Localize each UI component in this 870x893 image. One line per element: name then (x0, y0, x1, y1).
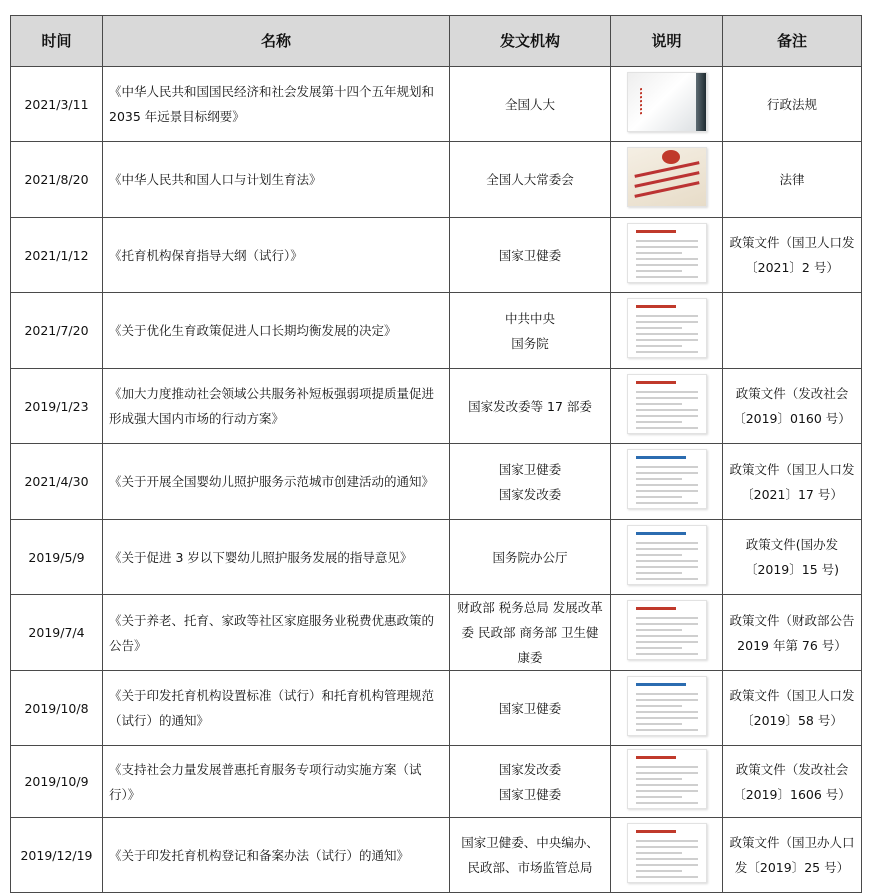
doc-text-line (636, 327, 682, 329)
doc-text-line (636, 403, 682, 405)
book-cover-thumbnail (627, 72, 707, 132)
row-name: 《关于养老、托育、家政等社区家庭服务业税费优惠政策的公告》 (103, 595, 450, 671)
row-date: 2021/1/12 (11, 218, 103, 293)
document-thumbnail (627, 600, 707, 660)
doc-text-line (636, 629, 682, 631)
doc-text-line (636, 427, 698, 429)
org-line: 全国人大 (504, 96, 555, 112)
doc-text-line (636, 415, 698, 417)
law-book-thumbnail (627, 147, 707, 207)
row-note: 法律 (723, 142, 862, 218)
org-line: 国家卫健委 (498, 786, 562, 802)
doc-text-line (636, 711, 698, 713)
doc-text-line (636, 641, 698, 643)
row-org (450, 671, 611, 746)
doc-text-line (636, 276, 698, 278)
table-row (11, 369, 862, 444)
doc-text-line (636, 864, 698, 866)
doc-text-line (636, 478, 682, 480)
row-date: 2021/3/11 (11, 67, 103, 142)
doc-text-line (636, 333, 698, 335)
row-note: 政策文件（国卫人口发〔2019〕58 号） (723, 671, 862, 746)
row-note (723, 293, 862, 369)
row-note: 政策文件（发改社会〔2019〕0160 号） (723, 369, 862, 444)
row-date: 2019/12/19 (11, 818, 103, 893)
header-name: 名称 (103, 16, 450, 67)
table-row (11, 444, 862, 520)
doc-text-line (636, 472, 698, 474)
table-row (11, 67, 862, 142)
doc-text-line (636, 560, 698, 562)
webpage-thumbnail (627, 525, 707, 585)
row-org (450, 520, 611, 595)
row-date: 2019/5/9 (11, 520, 103, 595)
doc-text-line (636, 496, 682, 498)
doc-text-line (636, 264, 698, 266)
table-row (11, 142, 862, 218)
document-thumbnail (627, 823, 707, 883)
row-note: 政策文件（发改社会〔2019〕1606 号） (723, 746, 862, 818)
row-thumbnail (611, 369, 723, 444)
doc-header-bar (636, 756, 676, 759)
doc-text-line (636, 566, 698, 568)
row-org (450, 818, 611, 893)
row-note: 政策文件（国卫办人口发〔2019〕25 号） (723, 818, 862, 893)
doc-text-line (636, 653, 698, 655)
doc-text-line (636, 778, 682, 780)
doc-text-line (636, 548, 698, 550)
doc-header-bar (636, 607, 676, 610)
doc-text-line (636, 258, 698, 260)
doc-text-line (636, 772, 698, 774)
doc-text-line (636, 484, 698, 486)
doc-text-line (636, 729, 698, 731)
row-org (450, 746, 611, 818)
book-title-mark (640, 81, 678, 114)
doc-header-bar (636, 683, 686, 686)
doc-text-line (636, 578, 698, 580)
table-row (11, 671, 862, 746)
org-line: 国家发改委 (498, 486, 562, 502)
row-date: 2019/1/23 (11, 369, 103, 444)
org-line: 国家发改委等 17 部委 (468, 398, 592, 414)
row-thumbnail (611, 218, 723, 293)
header-time: 时间 (11, 16, 103, 67)
doc-text-line (636, 784, 698, 786)
row-date: 2019/10/8 (11, 671, 103, 746)
row-name: 《关于促进 3 岁以下婴幼儿照护服务发展的指导意见》 (103, 520, 450, 595)
doc-header-bar (636, 456, 686, 459)
table-row (11, 520, 862, 595)
doc-text-line (636, 542, 698, 544)
row-thumbnail (611, 293, 723, 369)
row-thumbnail (611, 142, 723, 218)
row-org (450, 142, 611, 218)
doc-text-line (636, 635, 698, 637)
row-org (450, 218, 611, 293)
doc-text-line (636, 766, 698, 768)
org-line: 全国人大常委会 (486, 172, 574, 187)
org-line: 中共中央 (504, 310, 555, 326)
row-note: 政策文件（财政部公告 2019 年第 76 号） (723, 595, 862, 671)
doc-text-line (636, 723, 682, 725)
doc-text-line (636, 846, 698, 848)
doc-text-line (636, 852, 682, 854)
doc-text-line (636, 840, 698, 842)
row-thumbnail (611, 444, 723, 520)
row-thumbnail (611, 67, 723, 142)
doc-text-line (636, 466, 698, 468)
row-name: 《关于印发托育机构登记和备案办法（试行）的通知》 (103, 818, 450, 893)
row-name: 《关于优化生育政策促进人口长期均衡发展的决定》 (103, 293, 450, 369)
header-note: 备注 (723, 16, 862, 67)
table-row (11, 595, 862, 671)
org-line: 财政部 税务总局 发展改革委 民政部 商务部 卫生健康委 (457, 600, 603, 665)
header-desc: 说明 (611, 16, 723, 67)
row-name: 《托育机构保育指导大纲（试行）》 (103, 218, 450, 293)
doc-text-line (636, 351, 698, 353)
doc-text-line (636, 252, 682, 254)
doc-header-bar (636, 532, 686, 535)
emblem-icon (662, 150, 680, 164)
table-row (11, 218, 862, 293)
doc-text-line (636, 246, 698, 248)
doc-text-line (636, 693, 698, 695)
doc-text-line (636, 240, 698, 242)
table-row (11, 818, 862, 893)
document-thumbnail (627, 298, 707, 358)
org-line: 国务院 (511, 335, 549, 351)
doc-text-line (636, 572, 682, 574)
webpage-thumbnail (627, 676, 707, 736)
row-note: 行政法规 (723, 67, 862, 142)
row-name: 《关于开展全国婴幼儿照护服务示范城市创建活动的通知》 (103, 444, 450, 520)
row-name: 《中华人民共和国国民经济和社会发展第十四个五年规划和 2035 年远景目标纲要》 (103, 67, 450, 142)
doc-text-line (636, 790, 698, 792)
doc-text-line (636, 391, 698, 393)
row-thumbnail (611, 818, 723, 893)
row-date: 2019/7/4 (11, 595, 103, 671)
row-note: 政策文件（国卫人口发〔2021〕17 号） (723, 444, 862, 520)
row-note: 政策文件(国办发〔2019〕15 号) (723, 520, 862, 595)
table-row (11, 293, 862, 369)
row-date: 2021/7/20 (11, 293, 103, 369)
header-org: 发文机构 (450, 16, 611, 67)
row-thumbnail (611, 671, 723, 746)
doc-text-line (636, 705, 682, 707)
doc-text-line (636, 490, 698, 492)
row-org (450, 67, 611, 142)
doc-text-line (636, 270, 682, 272)
doc-header-bar (636, 830, 676, 833)
row-date: 2021/8/20 (11, 142, 103, 218)
header-row (11, 16, 862, 67)
doc-text-line (636, 409, 698, 411)
doc-text-line (636, 617, 698, 619)
document-thumbnail (627, 374, 707, 434)
row-org (450, 369, 611, 444)
doc-text-line (636, 796, 682, 798)
doc-text-line (636, 717, 698, 719)
org-line: 国家卫健委 (498, 247, 562, 263)
row-note: 政策文件（国卫人口发〔2021〕2 号） (723, 218, 862, 293)
doc-text-line (636, 339, 698, 341)
policy-table (10, 15, 862, 893)
row-org (450, 444, 611, 520)
document-thumbnail (627, 223, 707, 283)
doc-text-line (636, 647, 682, 649)
table-row (11, 746, 862, 818)
doc-header-bar (636, 305, 676, 308)
document-thumbnail (627, 749, 707, 809)
org-line: 国务院办公厅 (492, 549, 568, 565)
webpage-thumbnail (627, 449, 707, 509)
row-thumbnail (611, 595, 723, 671)
row-name: 《支持社会力量发展普惠托育服务专项行动实施方案（试行）》 (103, 746, 450, 818)
doc-header-bar (636, 230, 676, 233)
org-line: 国家卫健委、中央编办、民政部、市场监管总局 (461, 835, 599, 875)
doc-text-line (636, 870, 682, 872)
doc-text-line (636, 699, 698, 701)
row-thumbnail (611, 520, 723, 595)
row-org (450, 595, 611, 671)
doc-text-line (636, 397, 698, 399)
doc-text-line (636, 554, 682, 556)
doc-text-line (636, 858, 698, 860)
doc-text-line (636, 876, 698, 878)
doc-text-line (636, 321, 698, 323)
row-date: 2019/10/9 (11, 746, 103, 818)
doc-text-line (636, 421, 682, 423)
row-name: 《中华人民共和国人口与计划生育法》 (103, 142, 450, 218)
org-line: 国家卫健委 (498, 461, 562, 477)
doc-text-line (636, 315, 698, 317)
doc-text-line (636, 802, 698, 804)
row-name: 《加大力度推动社会领域公共服务补短板强弱项提质量促进形成强大国内市场的行动方案》 (103, 369, 450, 444)
org-line: 国家卫健委 (498, 700, 562, 716)
org-line: 国家发改委 (498, 761, 562, 777)
row-thumbnail (611, 746, 723, 818)
doc-text-line (636, 502, 698, 504)
row-org (450, 293, 611, 369)
doc-text-line (636, 623, 698, 625)
doc-header-bar (636, 381, 676, 384)
row-name: 《关于印发托育机构设置标准（试行）和托育机构管理规范（试行）的通知》 (103, 671, 450, 746)
row-date: 2021/4/30 (11, 444, 103, 520)
book-spine (696, 73, 706, 131)
doc-text-line (636, 345, 682, 347)
